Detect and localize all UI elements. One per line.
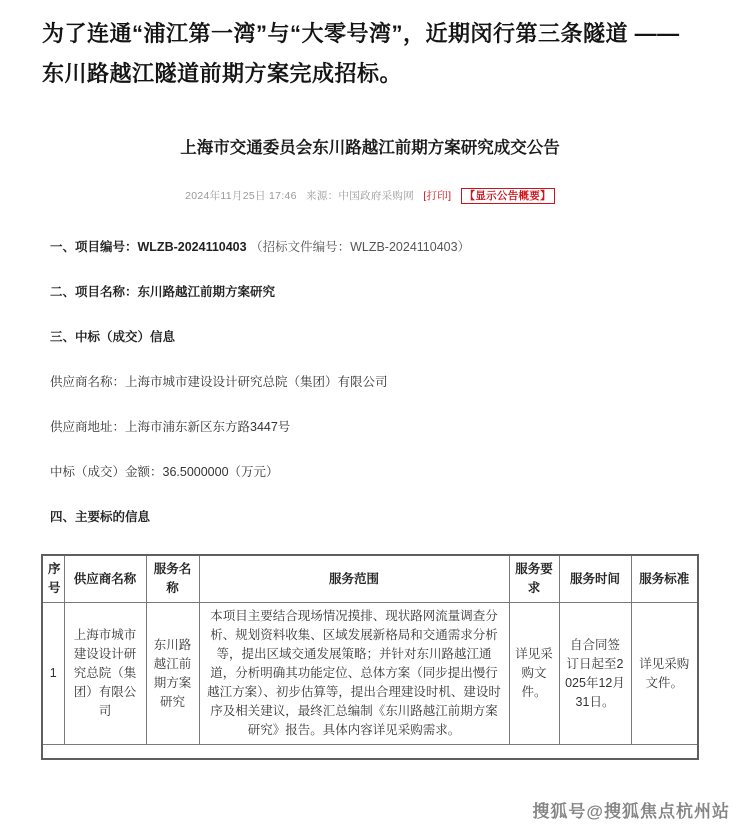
announcement-title: 上海市交通委员会东川路越江前期方案研究成交公告	[180, 139, 560, 157]
intro-text: 为了连通“浦江第一湾”与“大零号湾”，近期闵行第三条隧道 —— 东川路越江隧道前期方案完成招标。	[42, 21, 680, 86]
section-main-subject: 四、主要标的信息	[50, 510, 151, 524]
cell-requirement: 详见采购文件。	[509, 603, 559, 745]
col-header-no: 序号	[42, 555, 64, 603]
summary-toggle-button[interactable]: 【显示公告概要】	[461, 188, 555, 204]
subject-info-table	[41, 554, 699, 760]
col-header-requirement: 服务要求	[509, 555, 559, 603]
cell-standard: 详见采购文件。	[631, 603, 698, 745]
cell-service-name: 东川路越江前期方案研究	[146, 603, 199, 745]
project-number-note: （招标文件编号：WLZB-2024110403）	[250, 240, 471, 254]
cell-no: 1	[42, 603, 64, 745]
section-project-number	[50, 239, 690, 256]
col-header-supplier: 供应商名称	[64, 555, 146, 603]
meta-source: 来源：中国政府采购网	[306, 190, 415, 202]
watermark: 搜狐号@搜狐焦点杭州站	[528, 795, 734, 824]
announcement-body	[50, 239, 690, 526]
award-amount-line: 中标（成交）金额：36.5000000（万元）	[50, 465, 279, 479]
supplier-name-line: 供应商名称：上海市城市建设设计研究总院（集团）有限公司	[50, 375, 388, 389]
print-button[interactable]: [打印]	[423, 190, 452, 202]
cell-supplier: 上海市城市建设设计研究总院（集团）有限公司	[64, 603, 146, 745]
col-header-scope: 服务范围	[199, 555, 509, 603]
supplier-address-line: 供应商地址：上海市浦东新区东方路3447号	[50, 420, 291, 434]
meta-line	[0, 188, 740, 203]
table-header-row	[42, 555, 698, 603]
section-project-name: 二、项目名称：东川路越江前期方案研究	[50, 285, 276, 299]
table-row	[42, 603, 698, 745]
section-award-info: 三、中标（成交）信息	[50, 330, 176, 344]
meta-datetime: 2024年11月25日 17:46	[185, 190, 297, 202]
project-number-text: 一、项目编号：WLZB-2024110403	[50, 240, 247, 254]
cell-scope: 本项目主要结合现场情况摸排、现状路网流量调查分析、规划资料收集、区域发展新格局和交通需求分析等，提出区域交通发展策略；并针对东川路越江通道，分析明确其功能定位、总体方案（同步提出慢行越江方案）、初步估算等，提出合理建设时机、建设时序及相关建议，最终汇总编制《东川路越江前期方案研究》报告。具体内容详见采购需求。	[199, 603, 509, 745]
col-header-standard: 服务标准	[631, 555, 698, 603]
col-header-service-name: 服务名称	[146, 555, 199, 603]
cell-time: 自合同签订日起至2025年12月31日。	[559, 603, 631, 745]
article-page	[0, 14, 740, 821]
table-empty-row	[42, 745, 698, 759]
col-header-time: 服务时间	[559, 555, 631, 603]
